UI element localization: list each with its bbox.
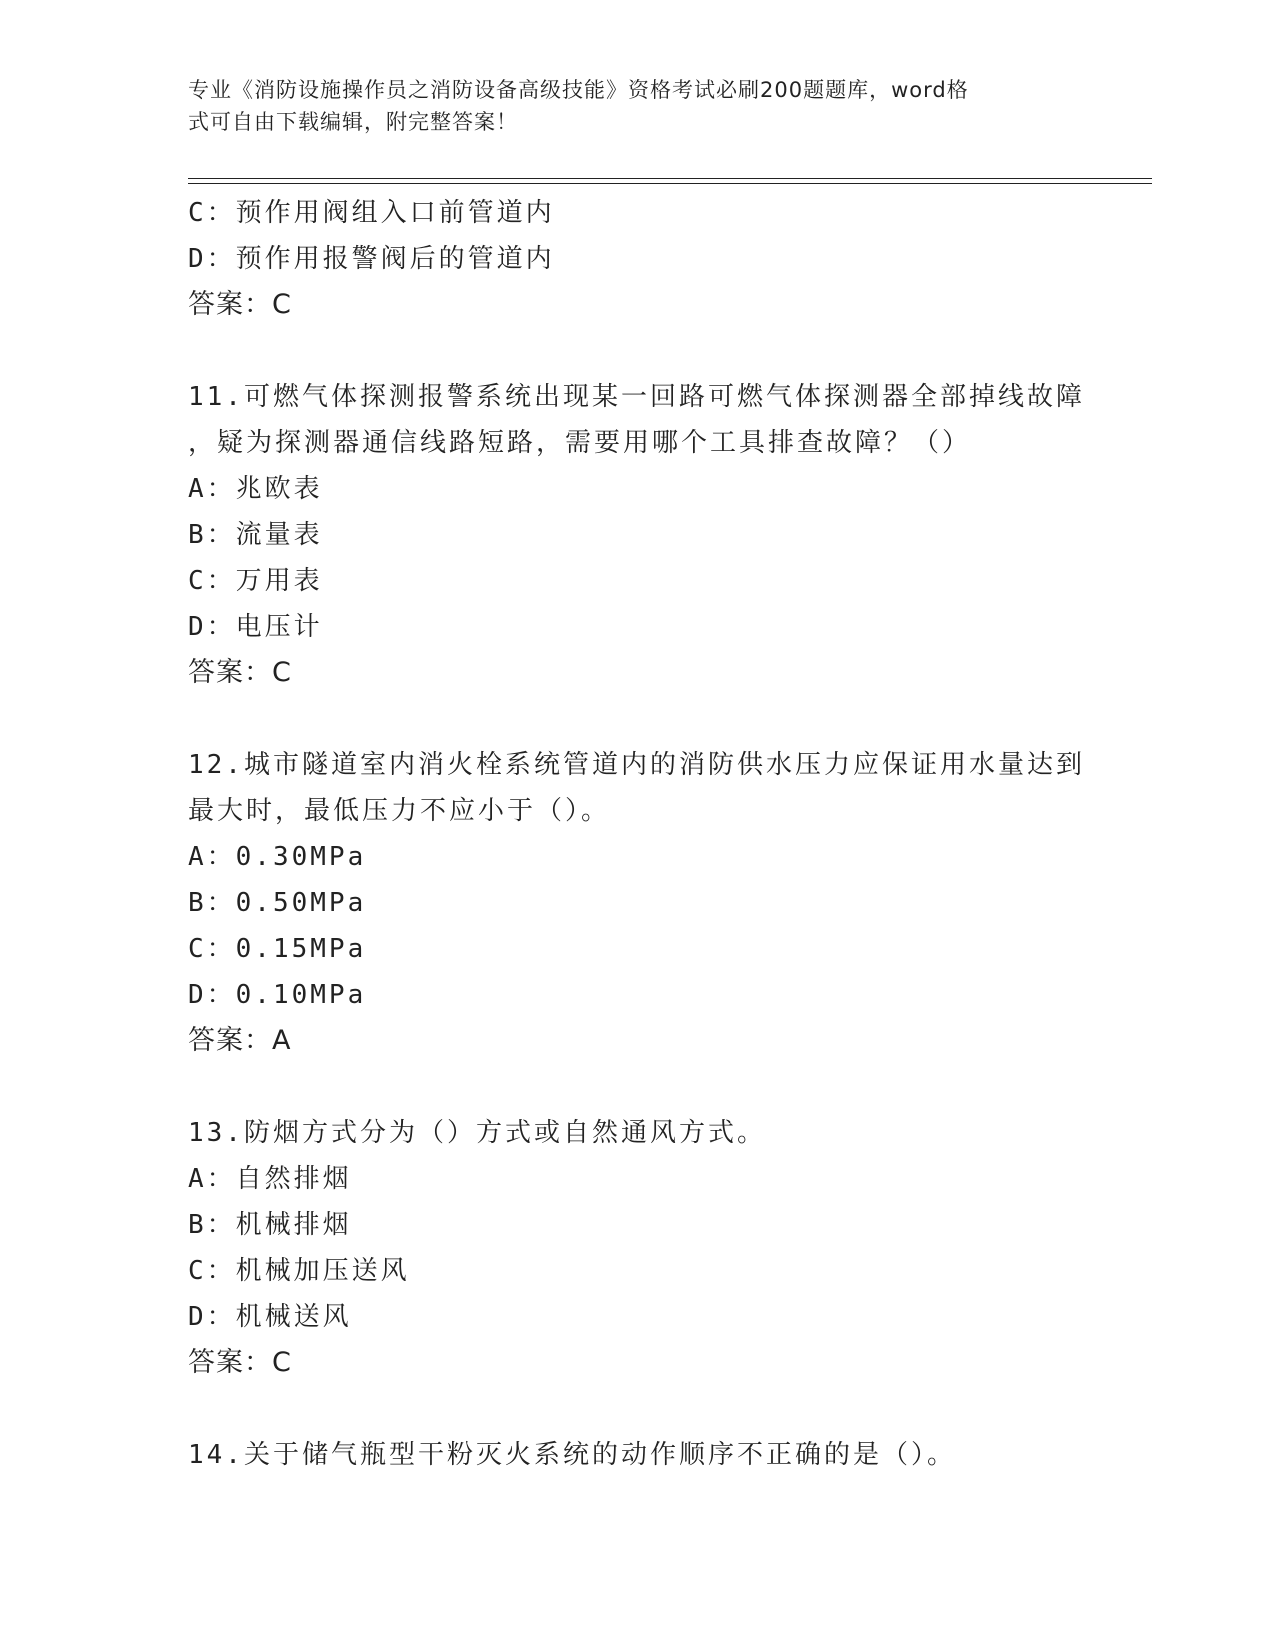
question-stem-continued: ，疑为探测器通信线路短路，需要用哪个工具排查故障？（） (188, 428, 972, 458)
question-stem: 11.可燃气体探测报警系统出现某一回路可燃气体探测器全部掉线故障 (188, 382, 1085, 412)
option-d: D：0.10MPa (188, 980, 367, 1010)
spacer (188, 1386, 1088, 1432)
option-c: C：机械加压送风 (188, 1256, 410, 1286)
question-13 (188, 1110, 1088, 1386)
option-d: D：预作用报警阀后的管道内 (188, 244, 555, 274)
option-b: B：0.50MPa (188, 888, 367, 918)
header-line-1: 专业《消防设施操作员之消防设备高级技能》资格考试必刷200题题库，word格 (188, 78, 969, 102)
option-d: D：电压计 (188, 612, 323, 642)
option-a: A：兆欧表 (188, 474, 323, 504)
spacer (188, 696, 1088, 742)
question-stem-continued: 最大时，最低压力不应小于（）。 (188, 796, 611, 826)
option-c: C：预作用阀组入口前管道内 (188, 198, 555, 228)
question-11 (188, 374, 1088, 696)
option-d: D：机械送风 (188, 1302, 352, 1332)
option-a: A：自然排烟 (188, 1164, 352, 1194)
header-divider-bottom (188, 183, 1152, 184)
answer: 答案：C (188, 1347, 292, 1378)
option-c: C：0.15MPa (188, 934, 367, 964)
answer: 答案：C (188, 289, 292, 320)
answer: 答案：C (188, 657, 292, 688)
spacer (188, 328, 1088, 374)
spacer (188, 1064, 1088, 1110)
answer: 答案：A (188, 1025, 292, 1056)
question-stem: 14.关于储气瓶型干粉灭火系统的动作顺序不正确的是（）。 (188, 1440, 956, 1470)
header-line-2: 式可自由下载编辑，附完整答案！ (188, 110, 518, 134)
option-b: B：机械排烟 (188, 1210, 352, 1240)
question-stem: 12.城市隧道室内消火栓系统管道内的消防供水压力应保证用水量达到 (188, 750, 1085, 780)
question-10-continued (188, 190, 1088, 328)
option-c: C：万用表 (188, 566, 323, 596)
document-header (188, 74, 1068, 138)
option-b: B：流量表 (188, 520, 323, 550)
option-a: A：0.30MPa (188, 842, 367, 872)
question-list (188, 190, 1088, 1478)
question-12 (188, 742, 1088, 1064)
question-stem: 13.防烟方式分为（）方式或自然通风方式。 (188, 1118, 766, 1148)
header-divider-top (188, 178, 1152, 179)
question-14 (188, 1432, 1088, 1478)
